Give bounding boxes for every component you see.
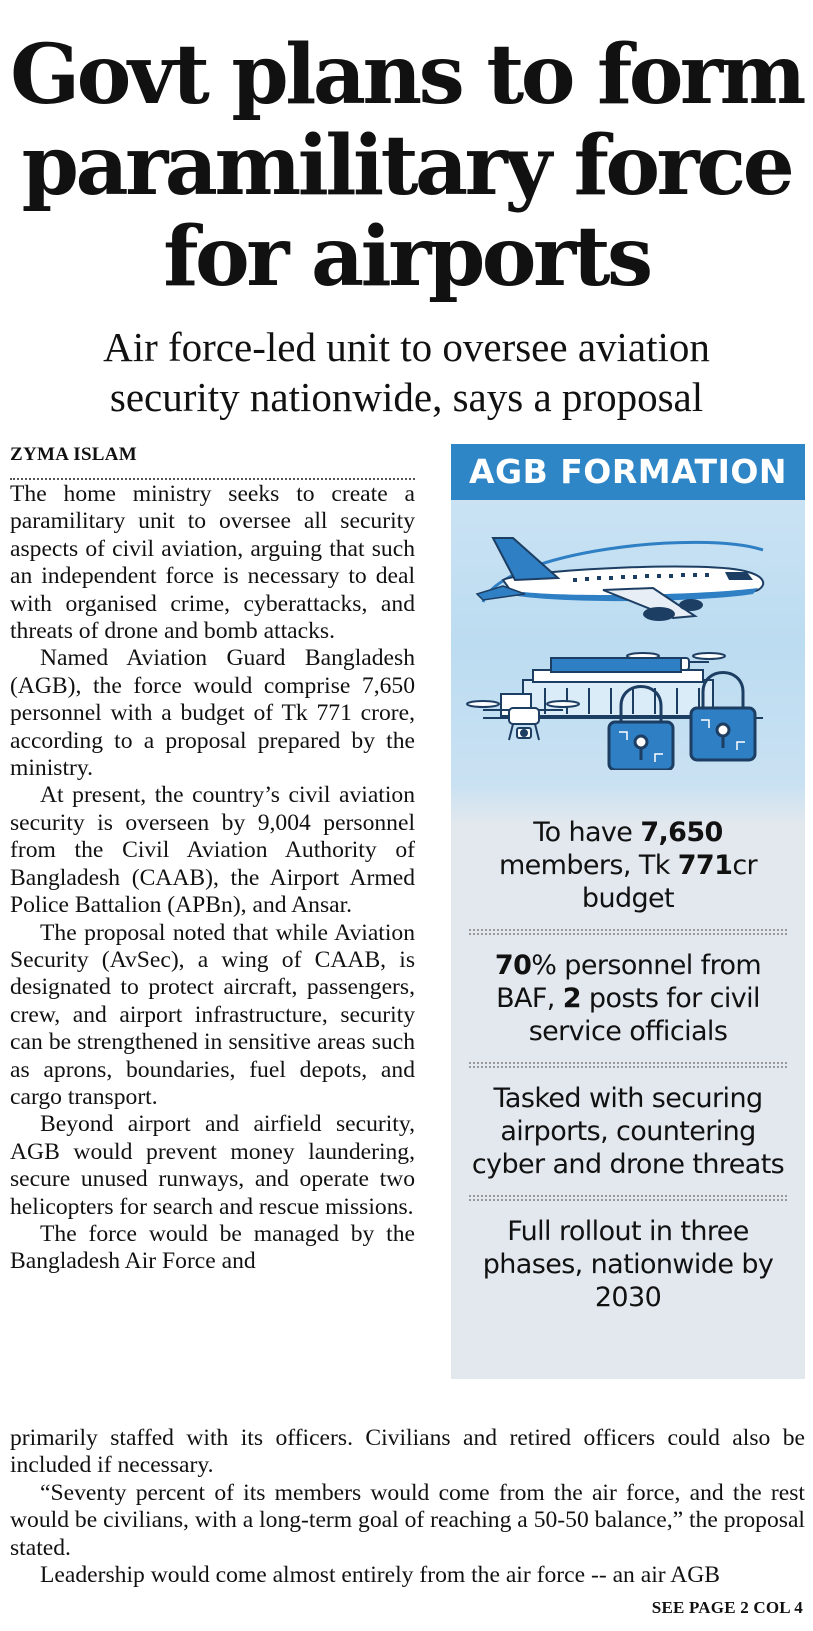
article-paragraph: The proposal noted that while Aviation Security (AvSec), a wing of CAAB, is designated to protect aircraft, passengers, crew, and airport infrastructure, security can be strengthened in sensitive areas such as aprons, boundaries, fuel depots, and cargo transport.: [10, 919, 415, 1110]
fact-text: posts for civil service officials: [528, 983, 760, 1047]
fact-members-budget: [451, 816, 805, 915]
article-paragraph: Leadership would come almost entirely from the air force -- an air AGB: [40, 1562, 721, 1589]
fact-rollout: Full rollout in three phases, nationwide by 2030: [482, 1216, 774, 1313]
airplane-icon: [477, 538, 763, 621]
aviation-security-illustration: [463, 510, 793, 770]
divider: [469, 929, 787, 935]
fact-number: 2: [562, 983, 581, 1014]
divider: [469, 1195, 787, 1201]
sidebar-facts: [451, 816, 805, 1314]
subheadline-line-1: Air force-led unit to oversee aviation: [103, 324, 710, 370]
byline: ZYMA ISLAM: [10, 444, 415, 480]
headline-line-2: paramilitary force: [21, 118, 792, 214]
jump-line[interactable]: SEE PAGE 2 COL 4: [651, 1598, 803, 1617]
article-column: [10, 481, 415, 1276]
article-paragraph: At present, the country’s civil aviation security is overseen by 9,004 personnel from the Civil Aviation Authority of Bangladesh (CAAB), the Airport Armed Police Battalion (APBn), and Ansar.: [10, 782, 415, 919]
article-paragraph: “Seventy percent of its members would come from the air force, and the rest would be civilians, with a long-term goal of reaching a 50-50 balance,” the proposal stated.: [10, 1479, 805, 1561]
divider: [469, 1062, 787, 1068]
fact-number: 70: [494, 950, 532, 981]
fact-number: 771: [677, 850, 733, 881]
article-paragraph: The force would be managed by the Bangladesh Air Force and: [10, 1220, 415, 1275]
article-paragraph: Beyond airport and airfield security, AGB would prevent money laundering, secure unused runways, and operate two helicopters for search and rescue missions.: [10, 1111, 415, 1220]
subheadline-line-2: security nationwide, says a proposal: [109, 374, 704, 420]
fact-text: members, Tk: [498, 850, 678, 881]
headline-line-1: Govt plans to form: [10, 27, 803, 123]
article-paragraph: primarily staffed with its officers. Civilians and retired officers could also be included if necessary.: [10, 1425, 805, 1479]
fact-text: cr budget: [581, 850, 758, 914]
article-paragraph: Named Aviation Guard Bangladesh (AGB), the force would comprise 7,650 personnel with a budget of Tk 771 crore, according to a proposal prepared by the ministry.: [10, 645, 415, 782]
article-wide-section: [10, 1425, 805, 1589]
fact-personnel: [451, 949, 805, 1048]
agb-formation-sidebar: [451, 444, 805, 1379]
fact-text: % personnel from BAF,: [496, 950, 762, 1014]
fact-number: 7,650: [640, 817, 723, 848]
headline-line-3: for airports: [163, 209, 650, 305]
headline: [0, 27, 813, 305]
subheadline: [0, 322, 813, 422]
article-paragraph: The home ministry seeks to create a paramilitary unit to oversee all security aspects of civil aviation, arguing that such an independent force is necessary to deal with organised crime, cyberattacks, and threats of drone and bomb attacks.: [10, 481, 415, 645]
fact-text: To have: [533, 817, 641, 848]
fact-tasks: Tasked with securing airports, countering cyber and drone threats: [471, 1083, 785, 1180]
sidebar-title: AGB FORMATION: [451, 444, 805, 500]
